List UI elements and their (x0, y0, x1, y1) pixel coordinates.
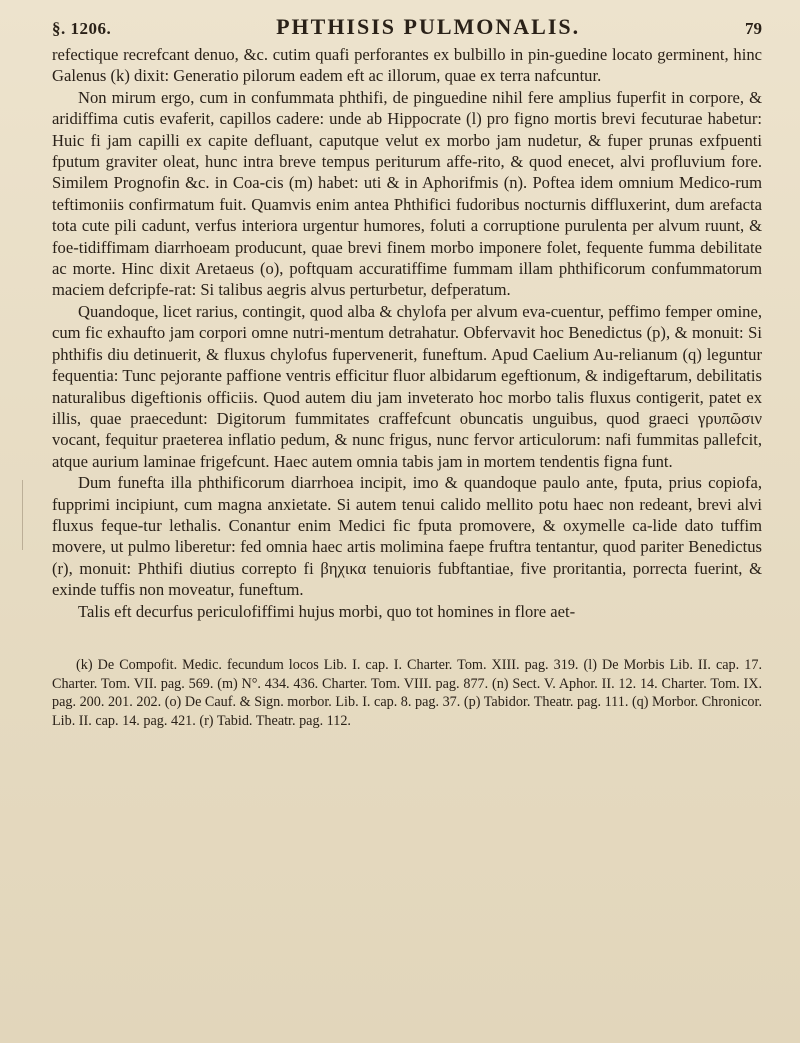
paragraph: Dum funefta illa phthificorum diarrhoea incipit, imo & quandoque paulo ante, fputa, prius copiofa, fupprimi incipiunt, cum magna anxietate. Si autem tenui calido mellito potu haec non redeant, brevi alvi fluxus feque-tur lethalis. Conantur enim Medici fic fputa promovere, & oxymelle ca-lide dato tuffim movere, ut pulmo liberetur: fed omnia haec artis molimina faepe fruftra tentantur, quod pariter Benedictus (r), monuit: Phthifi diutius correpto fi βηχικα tenuioris fubftantiae, five proritantia, porrecta fuerint, & exinde tuffis non moveatur, funeftum. (52, 473, 762, 600)
page-title: PHTHISIS PULMONALIS. (276, 14, 581, 39)
paragraph: refectique recrefcant denuo, &c. cutim quafi perforantes ex bulbillo in pin-guedine locato germinent, hinc Galenus (k) dixit: Generatio pilorum eadem eft ac illorum, quae ex terra nafcuntur. (52, 45, 762, 86)
page-margin-mark (22, 480, 31, 550)
footnote-block: (k) De Compofit. Medic. fecundum locos Lib. I. cap. I. Charter. Tom. XIII. pag. 319. (l) De Morbis Lib. II. cap. 17. Charter. Tom. VII. pag. 569. (m) N°. 434. 436. Charter. Tom. VIII. pag. 877. (n) Sect. V. Aphor. II. 12. 14. Charter. Tom. IX. pag. 200. 201. 202. (o) De Cauf. & Sign. morbor. Lib. I. cap. 8. pag. 37. (p) Tabidor. Theatr. pag. 111. (q) Morbor. Chronicor. Lib. II. cap. 14. pag. 421. (r) Tabid. Theatr. pag. 112. (52, 656, 762, 729)
footnotes (52, 656, 762, 730)
paragraph: Non mirum ergo, cum in confummata phthifi, de pinguedine nihil fere amplius fuperfit in corpore, & aridiffima cutis evaferit, capillos cadere: unde ab Hippocrate (l) pro figno mortis brevi fecuturae habetur: Huic fi jam capilli ex capite defluant, caputque velut ex morbo jam nudetur, & fuper prunas exfpuenti fputum graviter oleat, hunc intra breve tempus periturum affe-rito, & quod enecet, alvi profluvium fore. Similem Prognofin &c. in Coa-cis (m) habet: uti & in Aphorifmis (n). Poftea idem omnium Medico-rum teftimoniis confirmatum fuit. Quamvis enim antea Phthifici fudoribus nocturnis diffluxerint, dum arefacta tota cute pili cadunt, verfus interiora urgentur humores, foluti a corruptione purulenta per alvum ruunt, & foe-tidiffimam diarrhoeam producunt, quae brevi finem morbo imponere folet, fequente fumma debilitate ac morte. Hinc dixit Aretaeus (o), poftquam accuratiffime fummam illam phthificorum confummatorum maciem defcripfe-rat: Si talibus aegris alvus perturbetur, defperatum. (52, 87, 762, 300)
section-number: §. 1206. (52, 19, 112, 38)
main-text (52, 44, 762, 622)
paragraph: Quandoque, licet rarius, contingit, quod alba & chylofa per alvum eva-cuentur, peffimo femper omine, cum fic exhaufto jam corpori omne nutri-mentum detrahatur. Obfervavit hoc Benedictus (p), & monuit: Si phthifis diu detinuerit, & fluxus chylofus fupervenerit, funeftum. Apud Caelium Au-relianum (q) leguntur fequentia: Tunc pejorante paffione ventris efficitur fluor albidarum egeftionum, & indigeftarum, debilitatis naturalibus digeftionis officiis. Quod autem diu jam inveterato hoc morbo talis fluxus contigerit, patet ex illis, quae praecedunt: Digitorum fummitates craffefcunt obuncatis unguibus, quod graeci γρυπῶσιν vocant, fequitur praeterea inflatio pedum, & nunc frigus, nunc fervor articulorum: nafi fummitas pallefcit, atque aurium laminae frigefcunt. Haec autem omnia tabis jam in mortem tendentis figna funt. (52, 301, 762, 471)
paragraph: Talis eft decurfus periculofiffimi hujus morbi, quo tot homines in flore aet- (78, 601, 576, 621)
running-header (52, 14, 762, 40)
page-number: 79 (745, 19, 762, 38)
